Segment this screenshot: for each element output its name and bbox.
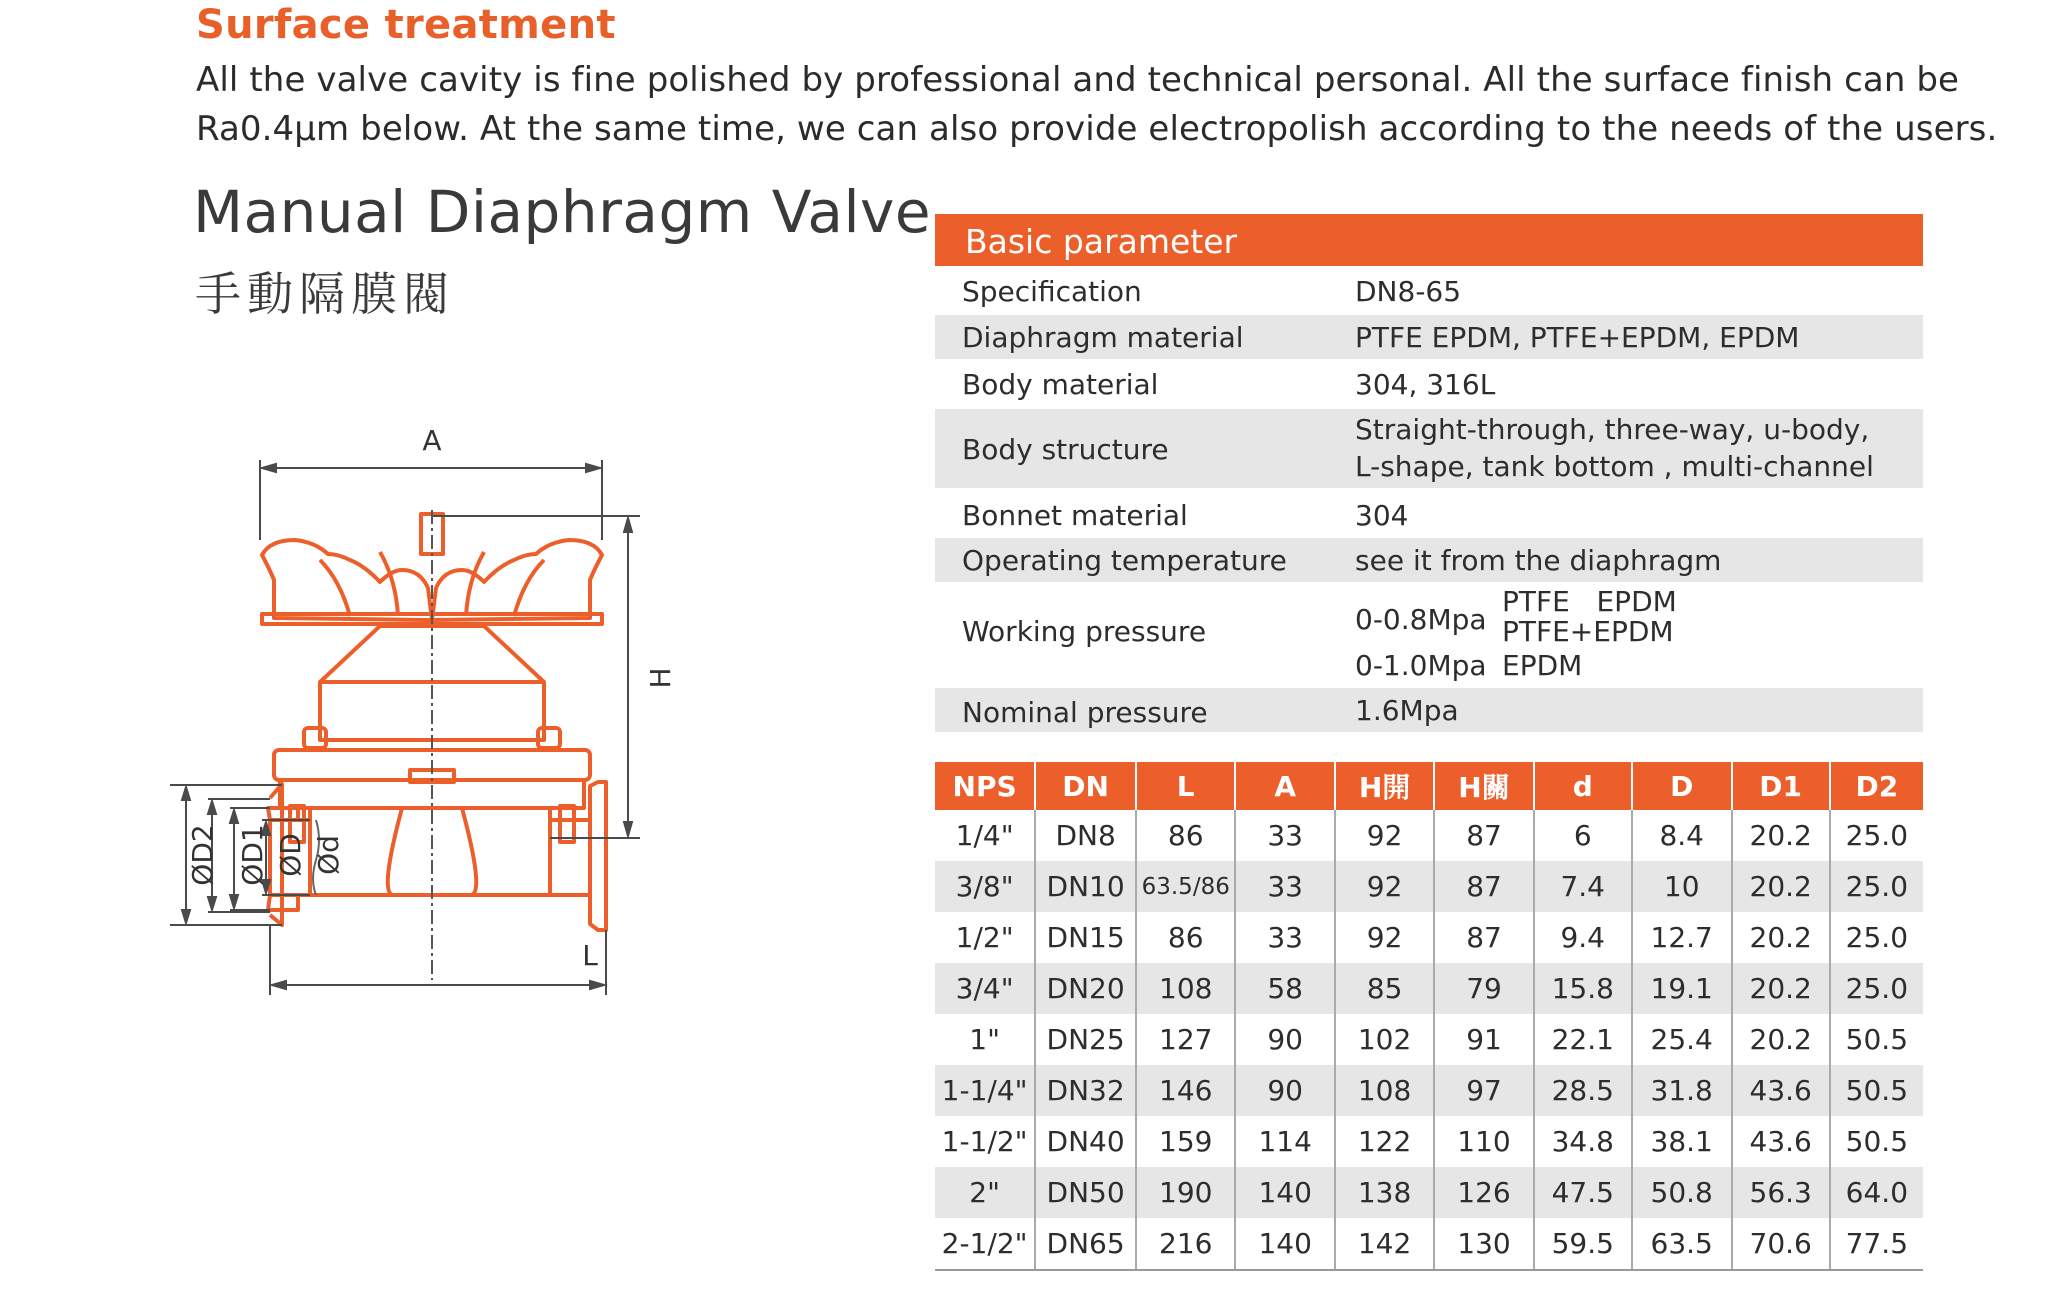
table-cell: 87 (1434, 861, 1533, 912)
param-value-line-1: Straight-through, three-way, u-body, (1355, 413, 1870, 446)
handwheel-spoke-mid-right (466, 552, 484, 616)
table-cell: 25.4 (1632, 1014, 1732, 1065)
table-cell: 87 (1434, 912, 1533, 963)
table-cell: 33 (1235, 912, 1334, 963)
pressure-material-3: EPDM (1502, 649, 1583, 682)
table-cell: 50.5 (1830, 1065, 1923, 1116)
table-cell: 20.2 (1732, 861, 1830, 912)
table-cell: 92 (1335, 861, 1434, 912)
column-header: D (1632, 762, 1732, 810)
dimension-label-d: Ød (312, 835, 345, 875)
table-cell: 108 (1335, 1065, 1434, 1116)
table-cell: 122 (1335, 1116, 1434, 1167)
table-cell: 90 (1235, 1065, 1334, 1116)
surface-text-line-1: All the valve cavity is fine polished by professional and technical personal. All the surface finish can be (196, 60, 1960, 100)
table-cell: 50.8 (1632, 1167, 1732, 1218)
table-cell: 6 (1534, 810, 1632, 861)
table-cell: 9.4 (1534, 912, 1632, 963)
right-pipe-end (550, 820, 590, 895)
param-row-bonnet-material (935, 491, 1923, 538)
table-cell: 1" (969, 1023, 1000, 1056)
table-cell: 34.8 (1534, 1116, 1632, 1167)
table-cell: 25.0 (1830, 912, 1923, 963)
table-cell: 1/2" (955, 921, 1014, 954)
param-label: Operating temperature (962, 544, 1287, 577)
table-cell: 159 (1136, 1116, 1235, 1167)
param-label: Nominal pressure (962, 696, 1208, 729)
dimension-header-row (935, 762, 1923, 810)
table-cell: 12.7 (1632, 912, 1732, 963)
table-row (935, 1116, 1923, 1167)
table-cell: 7.4 (1534, 861, 1632, 912)
handwheel-spoke-right (514, 560, 544, 616)
table-cell: 146 (1136, 1065, 1235, 1116)
table-cell: 28.5 (1534, 1065, 1632, 1116)
table-cell: 50.5 (1830, 1116, 1923, 1167)
table-row (935, 861, 1923, 912)
param-row-body-structure (935, 409, 1923, 491)
param-value: 304, 316L (1355, 368, 1496, 401)
table-cell: 86 (1136, 810, 1235, 861)
table-row (935, 1014, 1923, 1065)
param-label: Body material (962, 368, 1159, 401)
param-label: Specification (962, 275, 1142, 308)
table-cell: DN50 (1035, 1167, 1136, 1218)
table-cell: DN20 (1035, 963, 1136, 1014)
table-cell: 1/4" (955, 819, 1014, 852)
table-cell: 20.2 (1732, 963, 1830, 1014)
param-label: Diaphragm material (962, 321, 1244, 354)
pressure-range-2: 0-1.0Mpa (1355, 649, 1487, 682)
table-row (935, 1065, 1923, 1116)
table-cell: 15.8 (1534, 963, 1632, 1014)
table-cell: 10 (1632, 861, 1732, 912)
product-title-chinese: 手動隔膜閥 (195, 267, 455, 321)
table-cell: 38.1 (1632, 1116, 1732, 1167)
table-cell: 25.0 (1830, 861, 1923, 912)
pressure-material-2: PTFE+EPDM (1502, 615, 1674, 648)
table-cell: 79 (1434, 963, 1533, 1014)
table-row (935, 1167, 1923, 1218)
table-cell: 22.1 (1534, 1014, 1632, 1065)
table-row (935, 912, 1923, 963)
table-cell: 8.4 (1632, 810, 1732, 861)
table-cell: 142 (1335, 1218, 1434, 1270)
table-cell: DN40 (1035, 1116, 1136, 1167)
param-label: Bonnet material (962, 499, 1188, 532)
table-cell: DN8 (1035, 810, 1136, 861)
table-cell: 92 (1335, 810, 1434, 861)
table-row (935, 963, 1923, 1014)
valve-dimension-drawing (170, 420, 870, 1000)
pressure-range-1: 0-0.8Mpa (1355, 603, 1487, 636)
dimension-label-D2: ØD2 (186, 824, 219, 886)
table-cell: 102 (1335, 1014, 1434, 1065)
table-cell: 1-1/4" (935, 1065, 1035, 1116)
pressure-material-1: PTFE EPDM (1502, 585, 1677, 618)
column-header: H關 (1434, 762, 1533, 810)
dimension-table (935, 762, 1923, 1271)
param-value: 304 (1355, 499, 1409, 532)
table-cell: 33 (1235, 861, 1334, 912)
section-title-surface: Surface treatment (196, 2, 616, 48)
param-row-working-pressure (935, 585, 1923, 688)
product-title: Manual Diaphragm Valve (193, 178, 932, 246)
dimension-label-D1: ØD1 (236, 824, 269, 886)
dimension-label-L: L (582, 939, 598, 972)
column-header: H開 (1335, 762, 1434, 810)
surface-text-line-2: Ra0.4μm below. At the same time, we can also provide electropolish according to the needs of the users. (196, 109, 1998, 149)
table-cell: 97 (1434, 1065, 1533, 1116)
basic-parameter-header: Basic parameter (935, 214, 1923, 269)
table-cell: 2" (935, 1167, 1035, 1218)
param-label: Body structure (962, 433, 1169, 466)
table-cell: 20.2 (1732, 1014, 1830, 1065)
table-cell: 50.5 (1830, 1014, 1923, 1065)
param-label: Working pressure (962, 615, 1207, 648)
table-row (935, 810, 1923, 861)
table-cell: 59.5 (1534, 1218, 1632, 1270)
table-cell: 56.3 (1732, 1167, 1830, 1218)
table-cell: DN65 (1035, 1218, 1136, 1270)
param-row-nominal-pressure (935, 688, 1923, 735)
table-row (935, 1218, 1923, 1270)
table-cell: 91 (1434, 1014, 1533, 1065)
param-row-specification (935, 269, 1923, 315)
right-clamp-ferrule (590, 782, 606, 930)
table-cell: 43.6 (1732, 1065, 1830, 1116)
table-cell: 85 (1335, 963, 1434, 1014)
table-cell: 190 (1136, 1167, 1235, 1218)
table-cell: 31.8 (1632, 1065, 1732, 1116)
dimension-label-H: H (644, 667, 677, 689)
column-header: DN (1035, 762, 1136, 810)
table-cell: 114 (1235, 1116, 1334, 1167)
table-cell: DN15 (1035, 912, 1136, 963)
basic-parameter-table (935, 214, 1923, 735)
table-cell: 19.1 (1632, 963, 1732, 1014)
column-header: D2 (1830, 762, 1923, 810)
table-cell: 25.0 (1830, 810, 1923, 861)
dimension-label-D: ØD (274, 833, 307, 877)
table-cell: 3/8" (935, 861, 1035, 912)
column-header: L (1136, 762, 1235, 810)
table-cell: 77.5 (1830, 1218, 1923, 1270)
table-cell: 90 (1235, 1014, 1334, 1065)
table-cell: DN32 (1035, 1065, 1136, 1116)
column-header: d (1534, 762, 1632, 810)
table-cell: 43.6 (1732, 1116, 1830, 1167)
table-cell: 140 (1235, 1218, 1334, 1270)
param-value: see it from the diaphragm (1355, 544, 1722, 577)
handwheel-spoke-left (320, 560, 350, 616)
table-cell: 138 (1335, 1167, 1434, 1218)
handwheel-spoke-mid-left (380, 552, 398, 616)
table-cell: 58 (1235, 963, 1334, 1014)
table-cell: 140 (1235, 1167, 1334, 1218)
param-row-diaphragm-material (935, 315, 1923, 362)
table-cell: DN25 (1035, 1014, 1136, 1065)
param-value: 1.6Mpa (1355, 694, 1459, 727)
table-cell: 2-1/2" (935, 1218, 1035, 1270)
table-cell: 63.5 (1632, 1218, 1732, 1270)
table-cell: 126 (1434, 1167, 1533, 1218)
table-cell: 3/4" (935, 963, 1035, 1014)
column-header: D1 (1732, 762, 1830, 810)
table-cell: 47.5 (1534, 1167, 1632, 1218)
table-cell: 25.0 (1830, 963, 1923, 1014)
param-value-line-2: L-shape, tank bottom , multi-channel (1355, 450, 1874, 483)
table-cell: 63.5/86 (1136, 861, 1235, 912)
table-cell: DN10 (1035, 861, 1136, 912)
table-cell: 70.6 (1732, 1218, 1830, 1270)
column-header: NPS (935, 762, 1035, 810)
table-cell: 108 (1136, 963, 1235, 1014)
param-value: DN8-65 (1355, 275, 1462, 308)
table-cell: 86 (1136, 912, 1235, 963)
valve-body (310, 808, 550, 895)
table-cell: 64.0 (1830, 1167, 1923, 1218)
dimension-label-A: A (422, 424, 442, 457)
table-cell: 20.2 (1732, 810, 1830, 861)
table-cell: 1-1/2" (941, 1125, 1028, 1158)
table-cell: 20.2 (1732, 912, 1830, 963)
table-cell: 92 (1335, 912, 1434, 963)
table-cell: 110 (1434, 1116, 1533, 1167)
param-row-operating-temperature (935, 538, 1923, 585)
param-value: PTFE EPDM, PTFE+EPDM, EPDM (1355, 321, 1800, 354)
table-cell: 87 (1434, 810, 1533, 861)
param-row-body-material (935, 362, 1923, 409)
table-cell: 33 (1235, 810, 1334, 861)
table-cell: 216 (1136, 1218, 1235, 1270)
column-header: A (1235, 762, 1334, 810)
table-cell: 130 (1434, 1218, 1533, 1270)
table-cell: 127 (1136, 1014, 1235, 1065)
